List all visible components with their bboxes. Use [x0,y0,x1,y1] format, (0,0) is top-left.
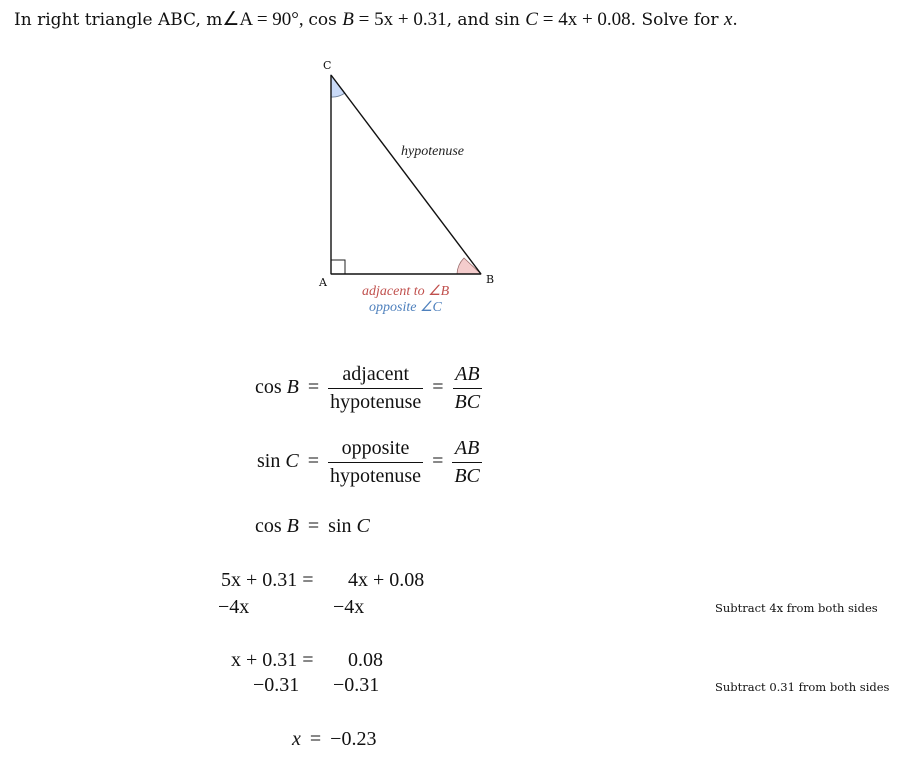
vertex-c-label: C [323,59,332,72]
fraction-denominator: BC [454,465,480,487]
step1-lhs: 5x + 0.31 = [221,569,314,591]
cos-equals-sin-equation [255,515,370,538]
fraction-numerator: AB [453,363,483,389]
fraction-opposite-hypotenuse [328,437,423,488]
step2-subtract-right: −0.31 [333,674,380,696]
fraction-denominator: BC [454,391,481,413]
sin-fn: sin [257,450,281,473]
problem-mid: , and [446,10,495,30]
sin-var: C [285,450,299,473]
triangle-diagram [0,0,922,340]
hypotenuse-label: hypotenuse [401,144,464,159]
step1-note: Subtract 4x from both sides [715,601,878,615]
step2-lhs: x + 0.31 = [231,649,314,671]
adjacent-label: adjacent to ∠B [362,284,450,299]
step1-subtract-right: −4x [333,596,365,618]
cos-var: B [286,376,299,399]
problem-prefix: In right triangle ABC, m [14,10,223,30]
cos-var: B [286,515,299,537]
result-value: −0.23 [330,728,377,750]
fraction-ab-bc [453,363,483,414]
vertex-b-label: B [486,273,495,286]
fraction-ab-bc [452,437,482,488]
equals-sign: = [432,450,444,473]
equals-sign: = [307,376,320,399]
step1-rhs: 4x + 0.08 [348,569,425,591]
fraction-numerator: AB [452,437,482,463]
cos-fn: cos [255,376,282,399]
problem-cos-fn: cos [308,10,343,30]
problem-suffix-var: x [723,9,733,30]
step2-subtract-left: −0.31 [253,674,300,696]
sin-definition-equation [257,437,482,488]
equals-sign: = [309,728,322,750]
equals-sign: = [307,515,320,537]
cos-definition-equation [255,363,482,414]
problem-sin-var: C [525,9,538,30]
fraction-numerator: adjacent [328,363,423,389]
step2-note: Subtract 0.31 from both sides [715,680,890,694]
cos-fn: cos [255,515,282,537]
result-var: x [292,728,301,750]
sin-var: C [356,515,370,537]
problem-sin-fn: sin [494,10,526,30]
fraction-adjacent-hypotenuse [328,363,423,414]
step2-rhs: 0.08 [348,649,383,671]
fraction-denominator: hypotenuse [330,391,422,413]
vertex-a-label: A [319,276,327,289]
step1-subtract-left: −4x [218,596,250,618]
opposite-label: opposite ∠C [369,300,442,315]
problem-cos-var: B [342,9,354,30]
equals-sign: = [307,450,319,473]
fraction-denominator: hypotenuse [329,465,422,487]
problem-suffix-a: . Solve for [630,10,724,30]
result-equation [292,728,376,751]
problem-angle: ∠A = 90°, [222,9,309,30]
side-bc [331,75,481,274]
problem-cos-rhs: = 5x + 0.31 [353,9,447,30]
sin-fn: sin [328,515,352,537]
problem-suffix-b: . [732,10,738,30]
problem-sin-rhs: = 4x + 0.08 [537,9,631,30]
angle-b-arc [457,258,481,274]
fraction-numerator: opposite [328,437,423,463]
right-angle-marker [331,260,345,274]
equals-sign: = [432,376,444,399]
